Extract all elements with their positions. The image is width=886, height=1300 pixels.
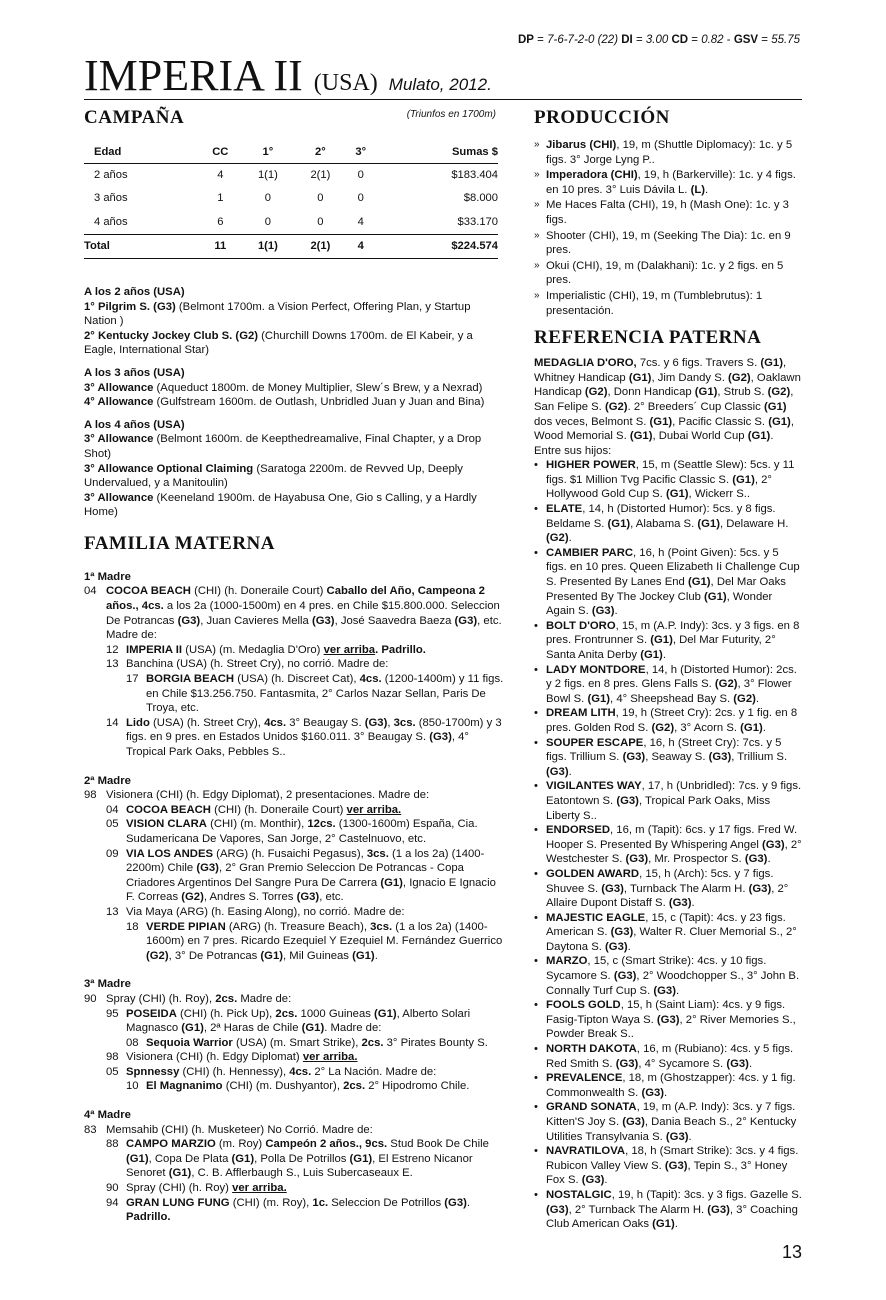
performance-section	[84, 285, 504, 520]
family-entry	[84, 716, 504, 760]
gsv-value: 55.75	[771, 34, 800, 46]
entry-text: VIA LOS ANDES (ARG) (h. Fusaichi Pegasus), 3cs. (1 a los 2a) (1400-2200m) Chile (G3), 2° Gran Premio Seleccion De Potrancas - Copa Criadores Argentinos Del Sangre Pura De Carrera (G1), Ignacio E Ignacio F. Correas (G2), Andres S. Torres (G3), etc.	[126, 847, 496, 904]
entry-text: Spray (CHI) (h. Roy) ver arriba.	[126, 1182, 287, 1195]
production-text: Jibarus (CHI), 19, m (Shuttle Diplomacy): 1c. y 5 figs. 3° Jorge Lyng P..	[546, 139, 793, 166]
offspring-item	[534, 1071, 802, 1100]
performance-year-heading: A los 3 años (USA)	[84, 366, 185, 379]
gsv-label: GSV	[733, 34, 759, 46]
table-cell: 6	[217, 215, 224, 228]
table-header-cell: Sumas $	[375, 142, 498, 163]
title-divider	[84, 99, 802, 100]
table-cell: 0	[264, 215, 271, 228]
offspring-item	[534, 736, 802, 780]
offspring-text: NOSTALGIC, 19, h (Tapit): 3cs. y 3 figs. Gazelle S. (G3), 2° Turnback The Alarm H. (G3), 3° Coaching Club American Oaks (G1).	[546, 1188, 802, 1231]
horse-name: IMPERIA II	[84, 51, 303, 100]
race-details: (Gulfstream 1600m. de Outlash, Unbridled Juan y Juan and Bina)	[153, 396, 485, 409]
production-text: Imperadora (CHI), 19, h (Barkerville): 1c. y 4 figs. en 10 pres. 3° Luis Dávila L. (L).	[546, 169, 796, 196]
production-text: Me Haces Falta (CHI), 19, h (Mash One): 1c. y 3 figs.	[546, 199, 789, 226]
bullet-icon: •	[534, 459, 538, 472]
table-cell: 4	[357, 215, 364, 228]
entry-year: 04	[106, 803, 119, 816]
offspring-item	[534, 1042, 802, 1071]
bullet-icon: •	[534, 780, 538, 793]
offspring-item	[534, 867, 802, 911]
dam-entry	[84, 992, 504, 1007]
entry-text: GRAN LUNG FUNG (CHI) (m. Roy), 1c. Seleccion De Potrillos (G3). Padrillo.	[126, 1196, 471, 1224]
table-header-cell: Edad	[84, 142, 199, 163]
offspring-item	[534, 619, 802, 663]
family-entry	[84, 657, 504, 672]
dam-label: 1ª Madre	[84, 570, 131, 583]
dam-block	[84, 1108, 504, 1225]
bullet-icon: •	[534, 1072, 538, 1085]
dam-block	[84, 977, 504, 1094]
race-name: 4° Allowance	[84, 396, 154, 409]
race-name: 3° Allowance	[84, 491, 154, 504]
entry-year: 90	[106, 1182, 119, 1195]
entry-text: VISION CLARA (CHI) (m. Monthir), 12cs. (1300-1600m) España, Cia. Sudamericana De Vapores, San Jorge, 2° Castelnuovo, etc.	[126, 818, 478, 845]
entry-year: 05	[106, 1065, 119, 1078]
performance-line	[84, 432, 504, 461]
race-name: 3° Allowance	[84, 381, 154, 394]
horse-breed-info: Mulato, 2012.	[388, 75, 492, 94]
entry-year: 08	[126, 1036, 139, 1049]
family-entry	[84, 1079, 504, 1094]
entry-text: POSEIDA (CHI) (h. Pick Up), 2cs. 1000 Guineas (G1), Alberto Solari Magnasco (G1), 2ª Haras de Chile (G1). Madre de:	[126, 1007, 471, 1035]
production-item	[534, 229, 802, 258]
family-entry	[84, 1181, 504, 1196]
table-cell: 1(1)	[257, 168, 278, 181]
offspring-text: DREAM LITH, 19, h (Street Cry): 2cs. y 1 fig. en 8 pres. Golden Rod S. (G2), 3° Acorn S. (G1).	[546, 707, 798, 734]
campana-section	[84, 106, 504, 259]
offspring-text: HIGHER POWER, 15, m (Seattle Slew): 5cs. y 11 figs. $1 Million Tvg Pacific Classic S. (G1), 2° Hollywood Gold Cup S. (G1), Wickerr S..	[546, 459, 795, 501]
table-cell: 3 años	[94, 192, 128, 205]
horse-country: (USA)	[313, 70, 378, 96]
familia-section	[84, 570, 504, 1225]
table-total-row	[84, 235, 498, 259]
race-details: (Churchill Downs 1700m. de El Kabeir, y a Eagle, International Star)	[84, 329, 473, 357]
bullet-icon: •	[534, 955, 538, 968]
offspring-text: PREVALENCE, 18, m (Ghostzapper): 4cs. y 1 fig. Commonwealth S. (G3).	[546, 1072, 796, 1099]
bullet-icon: •	[534, 1043, 538, 1056]
table-cell: $224.574	[375, 235, 498, 259]
referencia-heading: REFERENCIA PATERNA	[534, 327, 762, 349]
dam-label: 4ª Madre	[84, 1109, 131, 1122]
table-header-cell: 1°	[242, 142, 295, 163]
entry-text: COCOA BEACH (CHI) (h. Doneraile Court) ver arriba.	[126, 803, 402, 816]
offspring-item	[534, 823, 802, 867]
race-name: 2° Kentucky Jockey Club S. (G2)	[84, 329, 259, 342]
wins-note: (Triunfos en 1700m)	[406, 109, 496, 120]
produccion-list	[534, 138, 802, 318]
offspring-text: GOLDEN AWARD, 15, h (Arch): 5cs. y 7 figs. Shuvee S. (G3), Turnback The Alarm H. (G3), 2° Allaire Dupont Distaff S. (G3).	[546, 867, 789, 910]
offspring-text: FOOLS GOLD, 15, h (Saint Liam): 4cs. y 9 figs. Fasig-Tipton Waya S. (G3), 2° River Memories S., Powder Break S..	[546, 999, 796, 1041]
bullet-icon: •	[534, 1145, 538, 1158]
performance-line	[84, 381, 504, 396]
bullet-icon: •	[534, 663, 538, 676]
bullet-icon: •	[534, 867, 538, 880]
right-column	[534, 106, 802, 1232]
performance-year-heading: A los 4 años (USA)	[84, 418, 185, 431]
offspring-text: ENDORSED, 16, m (Tapit): 6cs. y 17 figs. Fred W. Hooper S. Presented By Whispering Angel (G3), 2° Westchester S. (G3), Mr. Prospector S. (G3).	[546, 824, 802, 866]
bullet-icon: •	[534, 736, 538, 749]
offspring-text: MAJESTIC EAGLE, 15, c (Tapit): 4cs. y 23 figs. American S. (G3), Walter R. Cluer Memorial S., 2° Daytona S. (G3).	[546, 911, 797, 953]
family-entry	[84, 905, 504, 920]
bullet-icon: »	[534, 139, 540, 150]
table-cell: $183.404	[451, 168, 498, 181]
entry-text: Banchina (USA) (h. Street Cry), no corrió. Madre de:	[126, 658, 389, 671]
bullet-icon: »	[534, 229, 540, 241]
performance-line	[84, 462, 504, 491]
table-cell: 2(1)	[310, 168, 331, 181]
entry-text: Via Maya (ARG) (h. Easing Along), no corrió. Madre de:	[126, 905, 405, 918]
table-header-cell: 2°	[294, 142, 347, 163]
entry-text: El Magnanimo (CHI) (m. Dushyantor), 2cs. 2° Hipodromo Chile.	[146, 1080, 470, 1093]
dp-value: 7-6-7-2-0 (22)	[547, 34, 619, 46]
entry-text: COCOA BEACH (CHI) (h. Doneraile Court) Caballo del Año, Campeona 2 años., 4cs. a los 2a (1000-1500m) en 4 pres. en Chile $15.800.000. Seleccion De Potrancas (G3), Juan Cavieres Mella (G3), José Saavedra Baeza (G3), etc. Madre de:	[106, 585, 502, 642]
entry-year: 90	[84, 992, 97, 1005]
entry-year: 14	[106, 716, 119, 729]
di-value: 3.00	[645, 34, 669, 46]
offspring-text: NAVRATILOVA, 18, h (Smart Strike): 3cs. y 4 figs. Rubicon Valley View S. (G3), Tepin S., 3° Honey Fox S. (G3).	[546, 1145, 799, 1187]
table-cell: 4	[347, 235, 375, 259]
dosage-profile-line: DP = 7-6-7-2-0 (22) DI = 3.00 CD = 0.82 - GSV = 55.75	[518, 34, 800, 46]
offspring-text: CAMBIER PARC, 16, h (Point Given): 5cs. y 5 figs. en 10 pres. Queen Elizabeth Ii Challenge Cup S. Presented By Lanes End (G1), Del Mar Oaks Presented By The Jockey Club (G1), Wonder Again S. (G3).	[546, 546, 800, 618]
entry-text: Memsahib (CHI) (h. Musketeer) No Corrió. Madre de:	[106, 1123, 373, 1136]
entry-year: 05	[106, 818, 119, 831]
family-entry	[84, 1036, 504, 1051]
bullet-icon: •	[534, 546, 538, 559]
race-details: (Saratoga 2200m. de Revved Up, Deeply Undervalued, y a Manitoulin)	[84, 462, 463, 490]
table-cell: 4	[217, 168, 224, 181]
di-label: DI	[621, 34, 633, 46]
family-entry	[84, 1137, 504, 1181]
bullet-icon: »	[534, 199, 540, 211]
entry-text: Spray (CHI) (h. Roy), 2cs. Madre de:	[106, 992, 292, 1005]
production-text: Imperialistic (CHI), 19, m (Tumblebrutus): 1 presentación.	[546, 289, 763, 317]
family-entry	[84, 1007, 504, 1036]
table-cell: 1	[217, 192, 224, 205]
offspring-item	[534, 911, 802, 955]
entry-year: 94	[106, 1196, 119, 1209]
performance-year-block	[84, 285, 504, 358]
offspring-item	[534, 1100, 802, 1144]
entry-year: 98	[106, 1051, 119, 1064]
family-entry	[84, 672, 504, 716]
production-item	[534, 168, 802, 197]
produccion-heading: PRODUCCIÓN	[534, 107, 670, 128]
entry-year: 17	[126, 673, 139, 686]
table-cell: 0	[357, 192, 364, 205]
race-details: (Aqueduct 1800m. de Money Multiplier, Slew´s Brew, y a Nexrad)	[153, 381, 483, 394]
family-entry	[84, 847, 504, 905]
entry-year: 18	[126, 920, 139, 933]
table-cell: 4 años	[94, 215, 128, 228]
dp-label: DP	[518, 34, 534, 46]
offspring-text: VIGILANTES WAY, 17, h (Unbridled): 7cs. y 9 figs. Eatontown S. (G3), Tropical Park Oaks, Miss Liberty S..	[546, 780, 802, 822]
race-name: 3° Allowance Optional Claiming	[84, 462, 254, 475]
offspring-item	[534, 546, 802, 619]
dam-entry	[84, 1123, 504, 1138]
entry-year: 13	[106, 905, 119, 918]
table-cell: Total	[84, 235, 199, 259]
performance-line	[84, 329, 504, 358]
family-entry	[84, 643, 504, 658]
bullet-icon: •	[534, 503, 538, 516]
performance-line	[84, 491, 504, 520]
race-details: (Belmont 1600m. de Keepthedreamalive, Final Chapter, y a Drop Shot)	[84, 433, 482, 460]
table-row	[84, 187, 498, 211]
offspring-text: ELATE, 14, h (Distorted Humor): 5cs. y 8 figs. Beldame S. (G1), Alabama S. (G1), Delaware H. (G2).	[546, 503, 789, 545]
bullet-icon: •	[534, 1188, 538, 1201]
family-entry	[84, 1065, 504, 1080]
performance-line	[84, 300, 504, 329]
offspring-item	[534, 998, 802, 1042]
offspring-text: BOLT D'ORO, 15, m (A.P. Indy): 3cs. y 3 figs. en 8 pres. Frontrunner S. (G1), Del Mar Futurity, 2° Santa Anita Derby (G1).	[546, 619, 800, 661]
offspring-text: NORTH DAKOTA, 16, m (Rubiano): 4cs. y 5 figs. Red Smith S. (G3), 4° Sycamore S. (G3).	[546, 1043, 794, 1070]
race-details: (Keeneland 1900m. de Hayabusa One, Gio s Calling, y a Hardly Home)	[84, 491, 477, 519]
offspring-text: SOUPER ESCAPE, 16, h (Street Cry): 7cs. y 5 figs. Trillium S. (G3), Seaway S. (G3), Trillium S. (G3).	[546, 736, 788, 778]
table-row	[84, 163, 498, 187]
race-details: (Belmont 1700m. a Vision Perfect, Offering Plan, y Startup Nation )	[84, 300, 471, 328]
entry-text: IMPERIA II (USA) (m. Medaglia D'Oro) ver arriba. Padrillo.	[126, 643, 426, 656]
production-item	[534, 198, 802, 227]
offspring-text: GRAND SONATA, 19, m (A.P. Indy): 3cs. y 7 figs. Kitten'S Joy S. (G3), Dania Beach S., 2° Kentucky Utilities Transylvania S. (G3).	[546, 1101, 797, 1143]
table-cell: 2 años	[94, 168, 128, 181]
entry-text: Visionera (CHI) (h. Edgy Diplomat), 2 presentaciones. Madre de:	[106, 789, 430, 802]
table-cell: 2(1)	[294, 235, 347, 259]
family-entry	[84, 817, 504, 846]
family-entry	[84, 920, 504, 964]
dam-block	[84, 570, 504, 760]
production-item	[534, 289, 802, 318]
production-item	[534, 138, 802, 167]
family-entry	[84, 1196, 504, 1225]
entry-year: 09	[106, 847, 119, 860]
entry-year: 98	[84, 789, 97, 802]
table-header-cell: CC	[199, 142, 242, 163]
cd-label: CD	[671, 34, 689, 46]
table-cell: 0	[357, 168, 364, 181]
bullet-icon: •	[534, 619, 538, 632]
entry-year: 83	[84, 1123, 97, 1136]
cd-value: 0.82	[701, 34, 724, 46]
dam-label: 2ª Madre	[84, 774, 131, 787]
entry-year: 88	[106, 1138, 119, 1151]
offspring-item	[534, 1188, 802, 1232]
entry-text: Lido (USA) (h. Street Cry), 4cs. 3° Beaugay S. (G3), 3cs. (850-1700m) y 3 figs. en 9 pres. en Estados Unidos $160.011. 3° Beaugay S. (G3), 4° Tropical Park Oaks, Pebbles S..	[126, 716, 502, 758]
entry-text: BORGIA BEACH (USA) (h. Discreet Cat), 4cs. (1200-1400m) y 11 figs. en Chile $13.256.750. Fantasmita, 2° Carlos Nazar Sellan, Paris De Troya, etc.	[146, 673, 504, 715]
production-text: Okui (CHI), 19, m (Dalakhani): 1c. y 2 figs. en 5 pres.	[546, 259, 784, 287]
family-entry	[84, 803, 504, 818]
offspring-text: MARZO, 15, c (Smart Strike): 4cs. y 10 figs. Sycamore S. (G3), 2° Woodchopper S., 3° John B. Connally Turf Cup S. (G3).	[546, 955, 800, 997]
production-text: Shooter (CHI), 19, m (Seeking The Dia): 1c. en 9 pres.	[546, 229, 791, 257]
table-cell: 1(1)	[242, 235, 295, 259]
entry-year: 13	[106, 658, 119, 671]
performance-year-block	[84, 418, 504, 520]
offspring-item	[534, 458, 802, 502]
referencia-intro: MEDAGLIA D'ORO, 7cs. y 6 figs. Travers S. (G1), Whitney Handicap (G1), Jim Dandy S. (G2), Oaklawn Handicap (G2), Donn Handicap (G1), Strub S. (G2), San Felipe S. (G2). 2° Breeders´ Cup Classic (G1) dos veces, Belmont S. (G1), Pacific Classic S. (G1), Wood Memorial S. (G1), Dubai World Cup (G1). Entre sus hijos:	[534, 357, 801, 457]
bullet-icon: »	[534, 259, 540, 271]
entry-year: 04	[84, 585, 97, 598]
dam-block	[84, 774, 504, 964]
offspring-item	[534, 779, 802, 823]
table-cell: 0	[317, 215, 324, 228]
page-number: 13	[781, 1242, 802, 1262]
dam-entry	[84, 584, 504, 642]
entry-text: Sequoia Warrior (USA) (m. Smart Strike), 2cs. 3° Pirates Bounty S.	[146, 1036, 488, 1049]
entry-text: VERDE PIPIAN (ARG) (h. Treasure Beach), 3cs. (1 a los 2a) (1400-1600m) en 7 pres. Ricardo Ezequiel Y Ezequiel M. Fernández Guerrico (G2), 3° De Potrancas (G1), Mil Guineas (G1).	[146, 920, 503, 962]
bullet-icon: •	[534, 707, 538, 720]
offspring-item	[534, 1144, 802, 1188]
table-cell: 0	[317, 192, 324, 205]
table-cell: $8.000	[463, 192, 498, 205]
offspring-item	[534, 663, 802, 707]
offspring-text: LADY MONTDORE, 14, h (Distorted Humor): 2cs. y 2 figs. en 8 pres. Glens Falls S. (G2), 3° Flower Bowl S. (G1), 4° Sheepshead Bay S. (G2).	[546, 663, 797, 705]
table-cell: 0	[264, 192, 271, 205]
entry-text: CAMPO MARZIO (m. Roy) Campeón 2 años., 9cs. Stud Book De Chile (G1), Copa De Plata (G1), Polla De Potrillos (G1), El Estreno Nicanor Senoret (G1), C. B. Afflerbaugh S., Luis Subercaseaux E.	[126, 1138, 489, 1180]
bullet-icon: •	[534, 999, 538, 1012]
entry-year: 12	[106, 643, 119, 656]
entry-year: 10	[126, 1080, 139, 1093]
table-row	[84, 211, 498, 235]
familia-heading: FAMILIA MATERNA	[84, 532, 275, 554]
bullet-icon: »	[534, 169, 540, 181]
referencia-list	[534, 458, 802, 1231]
offspring-item	[534, 954, 802, 998]
table-header-cell: 3°	[347, 142, 375, 163]
family-entry	[84, 1050, 504, 1065]
campaign-table	[84, 142, 498, 259]
entry-text: Spnnessy (CHI) (h. Hennessy), 4cs. 2° La Nación. Madre de:	[126, 1065, 437, 1078]
offspring-item	[534, 706, 802, 735]
bullet-icon: •	[534, 1101, 538, 1114]
performance-line	[84, 395, 504, 410]
bullet-icon: •	[534, 911, 538, 924]
table-cell: $33.170	[457, 215, 498, 228]
table-cell: 11	[199, 235, 242, 259]
dam-label: 3ª Madre	[84, 978, 131, 991]
race-name: 3° Allowance	[84, 433, 154, 446]
performance-year-heading: A los 2 años (USA)	[84, 285, 185, 298]
campana-heading: CAMPAÑA	[84, 107, 185, 128]
race-name: 1° Pilgrim S. (G3)	[84, 300, 176, 313]
bullet-icon: •	[534, 824, 538, 837]
bullet-icon: »	[534, 289, 540, 301]
left-column	[84, 106, 504, 1225]
entry-year: 95	[106, 1007, 119, 1020]
dam-entry	[84, 788, 504, 803]
entry-text: Visionera (CHI) (h. Edgy Diplomat) ver arriba.	[126, 1051, 358, 1064]
production-item	[534, 259, 802, 288]
offspring-item	[534, 502, 802, 546]
performance-year-block	[84, 366, 504, 410]
